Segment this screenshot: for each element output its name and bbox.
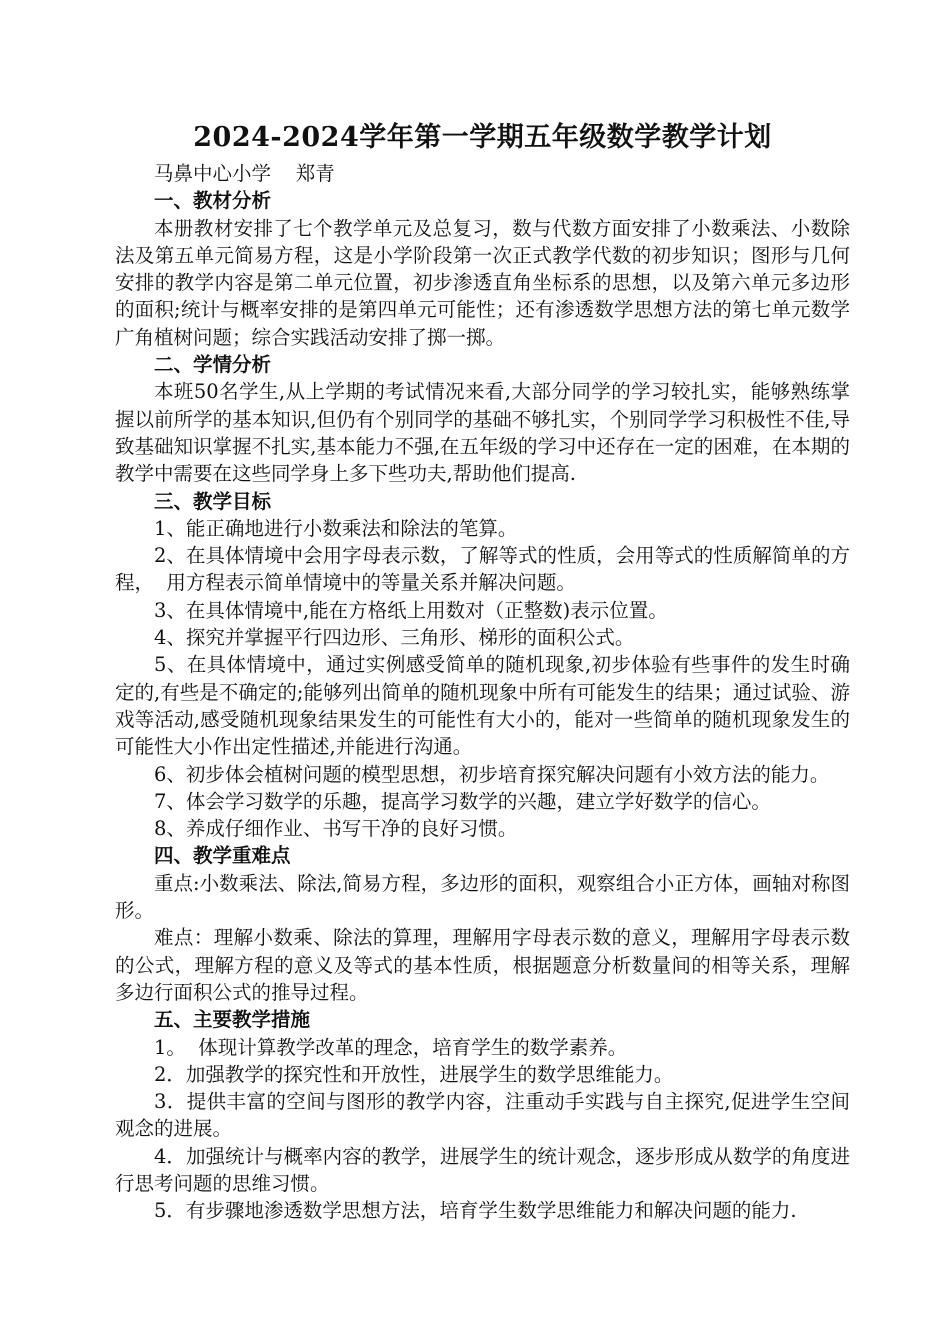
goal-item-6: 6、初步体会植树问题的模型思想，初步培育探究解决问题有小效方法的能力。	[154, 762, 830, 786]
paragraph-textbook-analysis: 本册教材安排了七个教学单元及总复习，数与代数方面安排了小数乘法、小数除法及第五单元简易方程，这是小学阶段第一次正式教学代数的初步知识；图形与几何安排的教学内容是第二单元位置，初步渗透直角坐标系的思想，以及第六单元多边形的面积;统计与概率安排的是第四单元可能性；还有渗透数学思想方法的第七单元数学广角植树问题；综合实践活动安排了掷一掷。	[115, 216, 850, 349]
goal-item-8: 8、养成仔细作业、书写干净的良好习惯。	[154, 817, 518, 841]
difficult-points-paragraph: 难点：理解小数乘、除法的算理，理解用字母表示数的意义，理解用字母表示数的公式，理解方程的意义及等式的基本性质，根据题意分析数量间的相等关系，理解多边行面积公式的推导过程。	[115, 926, 850, 1004]
measure-item-4: 4．加强统计与概率内容的教学，进展学生的统计观念，逐步形成从数学的角度进行思考问题的思维习惯。	[115, 1144, 850, 1195]
key-points-paragraph: 重点:小数乘法、除法,简易方程，多边形的面积，观察组合小正方体，画轴对称图形。	[115, 871, 850, 923]
goal-item-1: 1、能正确地进行小数乘法和除法的笔算。	[154, 516, 518, 540]
goal-item-4: 4、探究并掌握平行四边形、三角形、梯形的面积公式。	[154, 626, 635, 650]
goal-item-3: 3、在具体情境中,能在方格纸上用数对（正整数)表示位置。	[154, 598, 668, 622]
measure-item-5: 5．有步骤地渗透数学思想方法，培育学生数学思维能力和解决问题的能力.	[154, 1199, 797, 1223]
document-page	[115, 118, 850, 1225]
author-line: 马鼻中心小学 郑青	[154, 162, 335, 185]
document-title: 2024-2024学年第一学期五年级数学教学计划	[193, 122, 772, 153]
goal-item-7: 7、体会学习数学的乐趣，提高学习数学的兴趣，建立学好数学的信心。	[154, 789, 771, 813]
section-heading-key-points: 四、教学重难点	[154, 844, 291, 868]
measure-item-3: 3．提供丰富的空间与图形的教学内容，注重动手实践与自主探究,促进学生空间观念的进展。	[115, 1090, 850, 1141]
paragraph-student-analysis: 本班50名学生,从上学期的考试情况来看,大部分同学的学习较扎实，能够熟练掌握以前所学的基本知识,但仍有个别同学的基础不够扎实，个别同学学习积极性不佳,导致基础知识掌握不扎实,基本能力不强,在五年级的学习中还存在一定的困难，在本期的教学中需要在这些同学身上多下些功夫,帮助他们提高.	[115, 380, 850, 486]
goal-item-2: 2、在具体情境中会用字母表示数，了解等式的性质，会用等式的性质解简单的方程， 用方程表示简单情境中的等量关系并解决问题。	[115, 544, 850, 595]
section-heading-student-analysis: 二、学情分析	[154, 353, 272, 377]
goal-item-5: 5、在具体情境中，通过实例感受简单的随机现象,初步体验有些事件的发生时确定的,有些是不确定的;能够列出简单的随机现象中所有可能发生的结果；通过试验、游戏等活动,感受随机现象结果发生的可能性有大小的，能对一些简单的随机现象发生的可能性大小作出定性描述,并能进行沟通。	[115, 653, 850, 759]
section-heading-textbook-analysis: 一、教材分析	[154, 189, 272, 213]
section-heading-measures: 五、主要教学措施	[154, 1008, 311, 1032]
measure-item-2: 2．加强教学的探究性和开放性，进展学生的数学思维能力。	[154, 1062, 674, 1086]
measure-item-1: 1。 体现计算教学改革的理念，培育学生的数学素养。	[154, 1035, 628, 1059]
section-heading-teaching-goals: 三、教学目标	[154, 489, 272, 513]
